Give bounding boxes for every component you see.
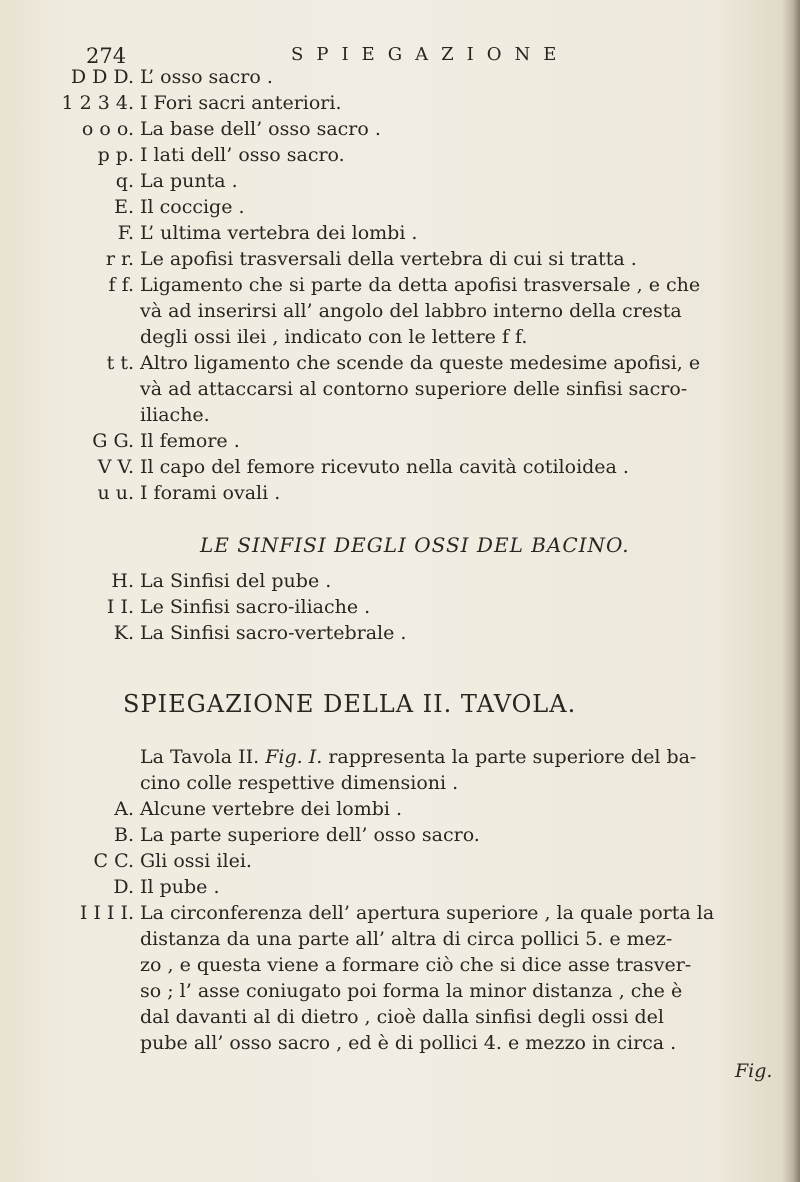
entry-text: La base dell’ osso sacro . — [140, 118, 381, 140]
section-heading: SPIEGAZIONE DELLA II. TAVOLA. — [123, 690, 577, 718]
section-heading: LE SINFISI DEGLI OSSI DEL BACINO. — [200, 533, 630, 557]
legend-entry — [60, 478, 280, 508]
entry-text: La parte superiore dell’ osso sacro. — [140, 824, 480, 846]
entry-text: Altro ligamento che scende da queste medesime apofisi, e — [140, 352, 701, 374]
catchword: Fig. — [735, 1060, 773, 1082]
entry-label: r r. — [105, 248, 134, 270]
entry-text: L’ osso sacro . — [140, 66, 273, 88]
entry-text: I Fori sacri anteriori. — [140, 92, 342, 114]
entry-label: p p. — [97, 144, 134, 166]
entry-continuation: và ad attaccarsi al contorno superiore delle sinfisi sacro- — [140, 378, 688, 400]
entry-label: 1 2 3 4. — [61, 92, 134, 114]
entry-text: Gli ossi ilei. — [140, 850, 252, 872]
entry-label: I I. — [106, 596, 134, 618]
page-edge-shadow — [782, 0, 800, 1182]
entry-text: Il coccige . — [140, 196, 245, 218]
entry-text: Le Sinfisi sacro-iliache . — [140, 596, 371, 618]
entry-label: V V. — [97, 456, 134, 478]
entry-label: H. — [111, 570, 134, 592]
entry-label: B. — [113, 824, 134, 846]
entry-continuation: dal davanti al di dietro , cioè dalla sinfisi degli ossi del — [140, 1006, 664, 1028]
entry-text: Il capo del femore ricevuto nella cavità cotiloidea . — [140, 456, 629, 478]
entry-label: K. — [113, 622, 134, 644]
entry-text: La circonferenza dell’ apertura superiore , la quale porta la — [140, 902, 715, 924]
entry-label: o o o. — [81, 118, 134, 140]
entry-label: I I I I. — [79, 902, 134, 924]
entry-label: q. — [115, 170, 134, 192]
entry-continuation: so ; l’ asse coniugato poi forma la minor distanza , che è — [140, 980, 683, 1002]
entry-text: Il femore . — [140, 430, 240, 452]
page-number: 274 — [86, 44, 127, 68]
intro-line: cino colle respettive dimensioni . — [140, 772, 459, 794]
entry-continuation: pube all’ osso sacro , ed è di pollici 4. e mezzo in circa . — [140, 1032, 677, 1054]
entry-continuation: zo , e questa viene a formare ciò che si dice asse trasver- — [140, 954, 692, 976]
entry-text: Le apofisi trasversali della vertebra di cui si tratta . — [140, 248, 637, 270]
entry-text: La punta . — [140, 170, 238, 192]
entry-text: La Sinfisi sacro-vertebrale . — [140, 622, 407, 644]
entry-label: t t. — [106, 352, 134, 374]
entry-text: Ligamento che si parte da detta apofisi trasversale , e che — [140, 274, 701, 296]
entry-text: I lati dell’ osso sacro. — [140, 144, 345, 166]
entry-continuation: iliache. — [140, 404, 210, 426]
entry-label: D. — [113, 876, 134, 898]
entry-text: L’ ultima vertebra dei lombi . — [140, 222, 418, 244]
entry-label: E. — [114, 196, 134, 218]
entry-label: F. — [117, 222, 134, 244]
entry-continuation: và ad inserirsi all’ angolo del labbro interno della cresta — [140, 300, 682, 322]
intro-text: rappresenta la parte superiore del ba- — [328, 746, 697, 768]
entry-text: Alcune vertebre dei lombi . — [140, 798, 403, 820]
running-head: SPIEGAZIONE — [291, 44, 570, 65]
figure-reference: Fig. I. — [265, 746, 323, 768]
entry-continuation: degli ossi ilei , indicato con le lettere f f. — [140, 326, 528, 348]
entry-text: Il pube . — [140, 876, 220, 898]
intro-text: La Tavola II. — [140, 746, 260, 768]
entry-text: I forami ovali . — [140, 482, 281, 504]
entry-label: f f. — [108, 274, 134, 296]
entry-label: u u. — [97, 482, 134, 504]
entry-label: G G. — [92, 430, 134, 452]
entry-label: A. — [114, 798, 134, 820]
entry-label: C C. — [93, 850, 134, 872]
legend-entry — [60, 618, 406, 648]
entry-text: La Sinfisi del pube . — [140, 570, 332, 592]
entry-label: D D D. — [70, 66, 134, 88]
entry-continuation: distanza da una parte all’ altra di circa pollici 5. e mez- — [140, 928, 673, 950]
